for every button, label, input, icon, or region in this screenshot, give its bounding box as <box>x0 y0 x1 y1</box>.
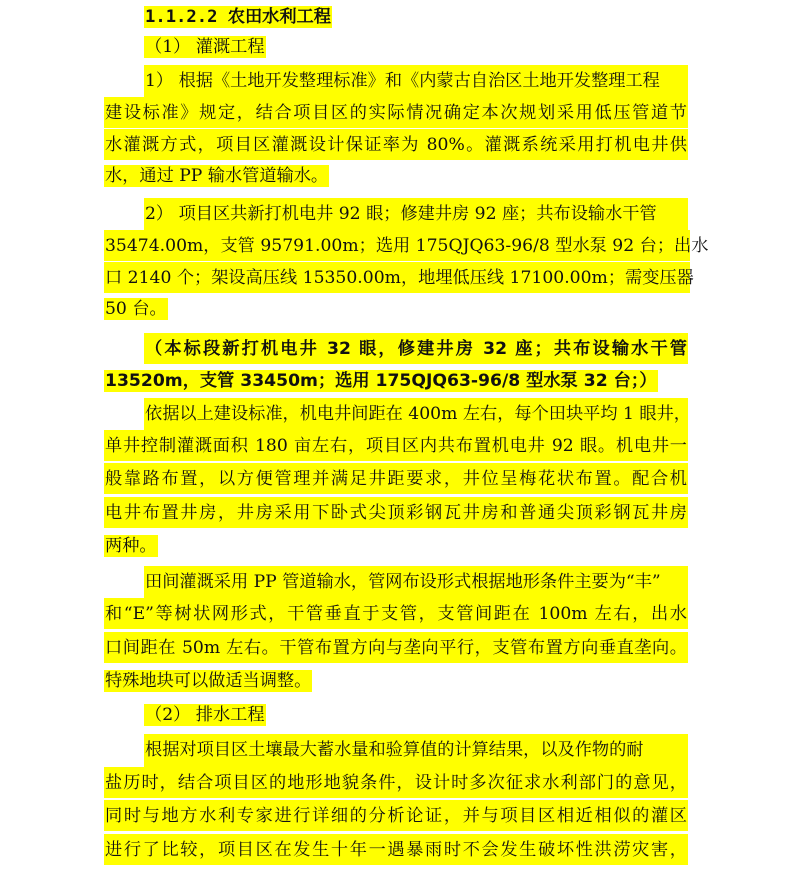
paragraph-5-line-4: 特殊地块可以做适当调整。 <box>105 671 312 691</box>
paragraph-6-line-3: 同时与地方水利专家进行详细的分析论证，并与项目区相近相似的灌区 <box>104 800 688 831</box>
paragraph-4-line-2: 单井控制灌溉面积 180 亩左右，项目区内共布置机电井 92 眼。机电井一 <box>104 430 688 461</box>
paragraph-4-line-5: 两种。 <box>105 536 157 556</box>
paragraph-4-line-4: 电井布置井房，井房采用下卧式尖顶彩钢瓦井房和普通尖顶彩钢瓦井房 <box>104 497 688 528</box>
paragraph-6-line-1: 根据对项目区土壤最大蓄水量和验算值的计算结果，以及作物的耐 <box>144 734 688 765</box>
drainage-title: （2） 排水工程 <box>145 705 265 725</box>
paragraph-4-line-1: 依据以上建设标准，机电井间距在 400m 左右，每个田块平均 1 眼井， <box>144 398 688 429</box>
paragraph-2-line-3: 口 2140 个；架设高压线 15350.00m，地埋低压线 17100.00m；需变压器 <box>104 262 688 293</box>
paragraph-1-line-1: 1） 根据《土地开发整理标准》和《内蒙古自治区土地开发整理工程 <box>144 65 688 96</box>
paragraph-1-line-3: 水灌溉方式，项目区灌溉设计保证率为 80%。灌溉系统采用打机电井供 <box>104 129 688 160</box>
paragraph-3-line-1: （本标段新打机电井 32 眼，修建井房 32 座；共布设输水干管 <box>144 333 688 364</box>
paragraph-1-line-4: 水，通过 PP 输水管道输水。 <box>105 166 329 186</box>
paragraph-2-line-2: 35474.00m，支管 95791.00m；选用 175QJQ63-96/8 型水泵 92 台；出水 <box>104 230 688 261</box>
paragraph-2-line-1: 2） 项目区共新打机电井 92 眼；修建井房 92 座；共布设输水干管 <box>144 198 688 229</box>
paragraph-2-line-4: 50 台。 <box>105 299 167 319</box>
paragraph-4-line-3: 般靠路布置，以方便管理并满足井距要求，井位呈梅花状布置。配合机 <box>104 463 688 494</box>
paragraph-6-line-2: 盐历时，结合项目区的地形地貌条件，设计时多次征求水利部门的意见， <box>104 767 688 798</box>
section-heading: 1.1.2.2 农田水利工程 <box>145 7 331 27</box>
irrigation-title: （1） 灌溉工程 <box>145 37 265 57</box>
paragraph-1-line-2: 建设标准》规定，结合项目区的实际情况确定本次规划采用低压管道节 <box>104 97 688 128</box>
paragraph-5-line-1: 田间灌溉采用 PP 管道输水，管网布设形式根据地形条件主要为“丰” <box>144 566 688 597</box>
paragraph-5-line-3: 口间距在 50m 左右。干管布置方向与垄向平行，支管布置方向垂直垄向。 <box>104 632 688 663</box>
paragraph-3-line-2: 13520m，支管 33450m；选用 175QJQ63-96/8 型水泵 32 台；） <box>105 371 657 391</box>
paragraph-6-line-4: 进行了比较，项目区在发生十年一遇暴雨时不会发生破坏性洪涝灾害， <box>104 834 688 865</box>
paragraph-5-line-2: 和“E”等树状网形式，干管垂直于支管，支管间距在 100m 左右，出水 <box>104 598 688 629</box>
